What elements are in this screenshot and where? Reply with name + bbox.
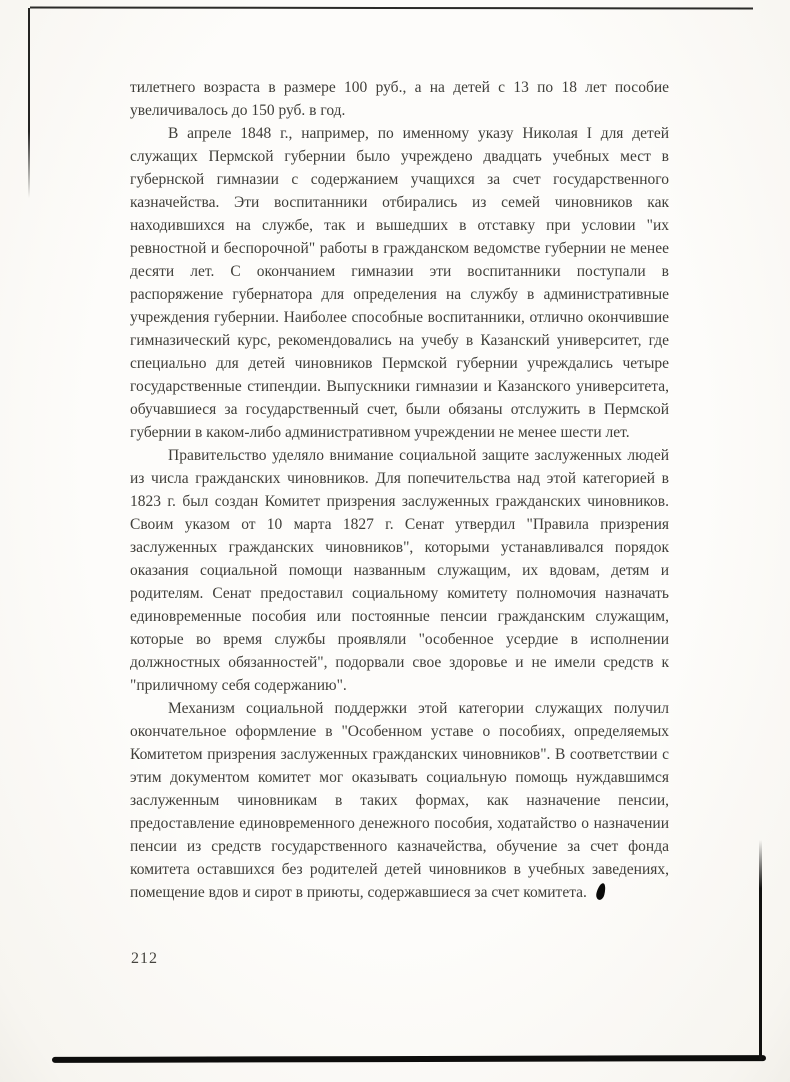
scan-edge-left — [28, 8, 30, 198]
paragraph-support-mechanism — [130, 697, 669, 904]
scan-edge-top — [30, 6, 753, 9]
paragraph-continuation: тилетнего возраста в размере 100 руб., а на детей с 13 по 18 лет пособие увеличивалось до 150 руб. в год. — [130, 79, 669, 119]
paragraph-support-mechanism-text: Механизм социальной поддержки этой категории служащих получил окончательное оформление в "Особенном уставе о пособиях, определяемых Комитетом призрения заслуженных гражданских чиновников". В соответствии с этим документом комитет мог оказывать социальную помощь нуждавшимся заслуженным чиновникам в таких формах, как назначение пенсии, предоставление единовременного денежного пособия, ходатайство о назначении пенсии из средств государственного казначейства, обучение за счет фонда комитета оставшихся без родителей детей чиновников в учебных заведениях, помещение вдов и сирот в приюты, содержавшиеся за счет комитета. — [130, 700, 669, 901]
ink-blot-mark — [595, 882, 607, 900]
paragraph-committee-1823: Правительство уделяло внимание социальной защите заслуженных людей из числа гражданских чиновников. Для попечительства над этой категорией в 1823 г. был создан Комитет призрения заслуженных гражданских чиновников. Своим указом от 10 марта 1827 г. Сенат утвердил "Правила призрения заслуженных гражданских чиновников", которыми устанавливался порядок оказания социальной помощи названным служащим, их вдовам, детям и родителям. Сенат предоставил социальному комитету полномочия назначать единовременные пособия или постоянные пенсии гражданским служащим, которые во время службы проявляли "особенное усердие в исполнении должностных обязанностей", подорвали свое здоровье и не имели средств к "приличному себя содержанию". — [130, 447, 669, 694]
paragraph-gymnasium-decree: В апреле 1848 г., например, по именному указу Николая I для детей служащих Пермской губернии было учреждено двадцать учебных мест в губернской гимназии с содержанием учащихся за счет государственного казначейства. Эти воспитанники отбирались из семей чиновников как находившихся на службе, так и вышедших в отставку при условии "их ревностной и беспорочной" работы в гражданском ведомстве губернии не менее десяти лет. С окончанием гимназии эти воспитанники поступали в распоряжение губернатора для определения на службу в административные учреждения губернии. Наиболее способные воспитанники, отлично окончившие гимназический курс, рекомендовались на учебу в Казанский университет, где специально для детей чиновников Пермской губернии учреждались четыре государственные стипендии. Выпускники гимназии и Казанского университета, обучавшиеся за государственный счет, были обязаны отслужить в Пермской губернии в каком-либо административном учреждении не менее шести лет. — [130, 125, 669, 441]
scan-edge-right — [759, 840, 762, 1060]
page-number: 212 — [131, 950, 158, 967]
scan-edge-bottom — [52, 1055, 766, 1063]
page-text-block — [130, 76, 669, 904]
